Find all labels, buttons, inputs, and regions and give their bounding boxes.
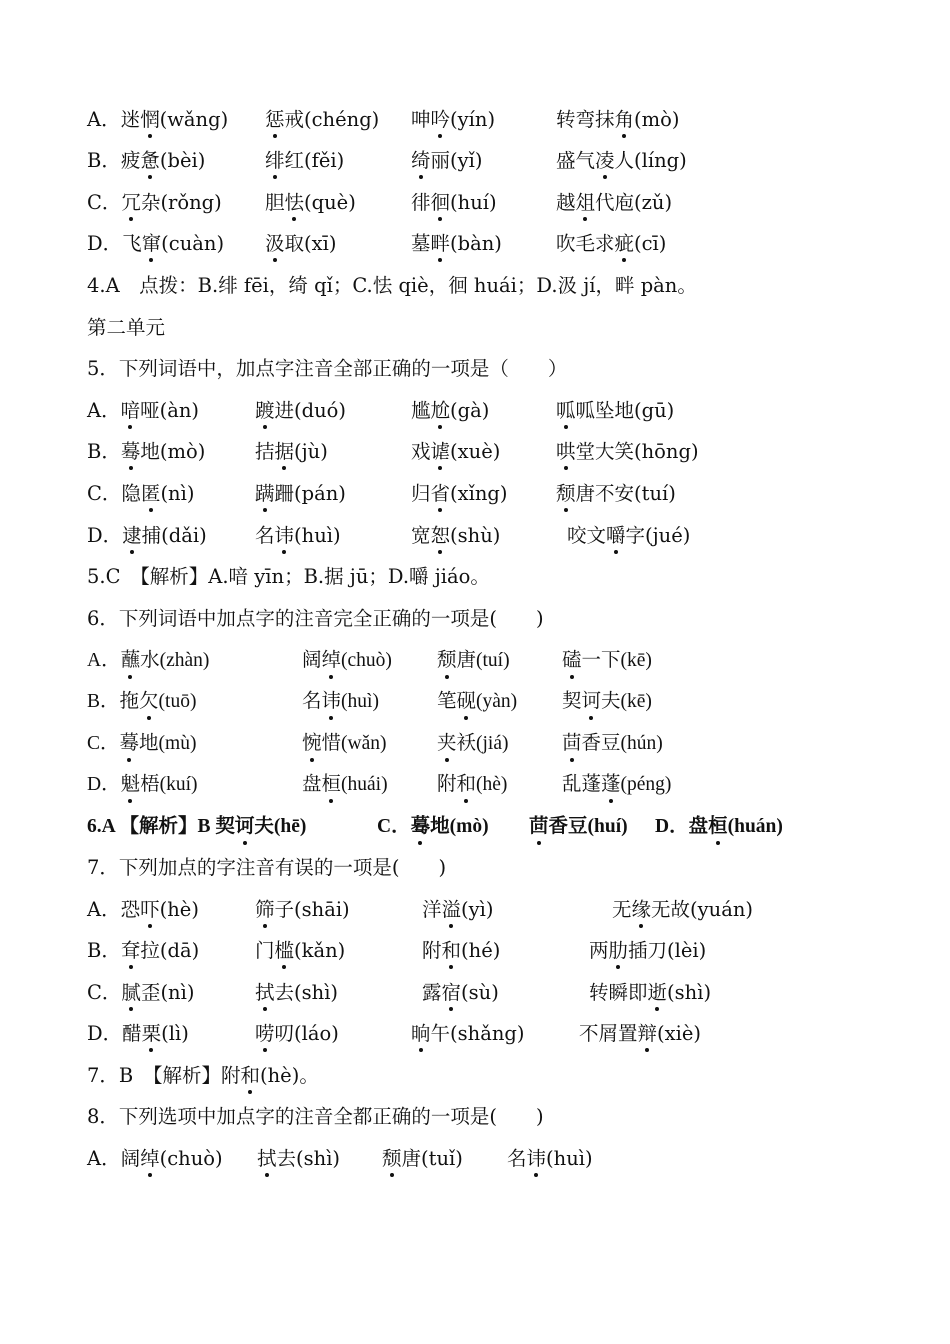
dotted-char: 畔: [431, 229, 451, 259]
option-item: [87, 521, 207, 551]
option-item: [255, 936, 345, 966]
dotted-char: 夹: [437, 729, 457, 759]
text-run: 一下(kē): [581, 650, 652, 671]
text-run: D．: [87, 524, 123, 547]
text-run: 转弯抹: [556, 108, 615, 131]
dotted-char: 宿: [442, 978, 462, 1008]
text-run: 咬文: [567, 524, 607, 547]
option-item: [556, 437, 699, 467]
dotted-char: 绯: [265, 146, 285, 176]
text-run: 盘: [302, 774, 322, 795]
text-run: (shù): [450, 524, 501, 547]
dotted-char: 绮: [411, 146, 431, 176]
text-run: 疲: [120, 149, 141, 172]
text-run: (hè): [159, 898, 199, 921]
dotted-char: 拭: [255, 978, 275, 1008]
option-item: [411, 437, 500, 467]
option-item: [437, 770, 507, 800]
text-run: 惜(wǎn): [321, 733, 387, 754]
text-run: 唐(tuí): [456, 650, 510, 671]
dotted-char: 惋: [302, 729, 322, 759]
text-run: A．: [87, 399, 121, 422]
dotted-char: 匿: [141, 479, 161, 509]
dotted-char: 喑: [121, 396, 141, 426]
option-item: [87, 229, 224, 259]
text-run: 代庖(zǔ): [595, 191, 673, 214]
dotted-char: 讳: [527, 1144, 547, 1174]
text-run: 拖: [119, 691, 140, 712]
text-run: 香豆(huí): [548, 816, 628, 837]
text-run: 笔: [437, 691, 457, 712]
dotted-char: 颓: [556, 479, 576, 509]
text-run: 吹毛求: [556, 232, 615, 255]
option-item: [87, 1144, 223, 1174]
dotted-char: 据: [275, 437, 295, 467]
text-run: B．: [87, 440, 121, 463]
dotted-char: 徊: [431, 188, 451, 218]
text-run: 呻: [411, 108, 431, 131]
text-run: (lì): [161, 1022, 189, 1045]
text-run: 香豆(hún): [581, 733, 663, 754]
text-run: (huái): [341, 774, 388, 795]
dotted-char: 惩: [265, 105, 285, 135]
option-item: [255, 978, 338, 1008]
text-run: 盛气: [556, 149, 596, 172]
text-run: C．: [87, 981, 122, 1004]
option-item: [411, 188, 497, 218]
option-item: [87, 646, 209, 676]
option-item: [507, 1144, 593, 1174]
text-run: 地(mù): [139, 733, 197, 754]
text-run: (yì): [461, 898, 494, 921]
dotted-char: 茴: [529, 812, 549, 842]
text-run: 拮: [255, 440, 275, 463]
text-run: 第二单元: [87, 316, 166, 339]
dotted-char: 疵: [615, 229, 635, 259]
text-run: 袄(jiá): [456, 733, 509, 754]
text-run: 名: [507, 1147, 527, 1170]
option-item: [556, 396, 674, 426]
option-item: [556, 229, 666, 259]
option-item: [411, 146, 482, 176]
text-run: C．: [87, 733, 120, 754]
text-run: 名: [255, 524, 275, 547]
text-run: 附: [422, 939, 442, 962]
text-run: 飞: [122, 232, 142, 255]
text-run: 哑(àn): [140, 399, 200, 422]
text-run: (huì): [546, 1147, 593, 1170]
dotted-char: 晌: [411, 1019, 431, 1049]
text-run: 宽: [411, 524, 431, 547]
text-run: 徘: [411, 191, 431, 214]
text-run: (què): [304, 191, 356, 214]
text-run: (xuè): [450, 440, 501, 463]
dotted-char: 吟: [431, 105, 451, 135]
dotted-char: 肋: [609, 936, 629, 966]
text-run: (hè)。: [260, 1064, 319, 1087]
option-item: [422, 895, 494, 925]
dotted-char: 蹒: [255, 479, 275, 509]
text-run: 墓: [411, 232, 431, 255]
text-run: 堂大笑(hōng): [575, 440, 699, 463]
dotted-char: 讳: [322, 687, 342, 717]
text-run: (kǎn): [294, 939, 346, 962]
option-item: [265, 229, 336, 259]
text-run: (huán): [727, 816, 783, 837]
text-run: 字(jué): [625, 524, 691, 547]
dotted-char: 逝: [648, 978, 668, 1008]
text-run: 去(shì): [274, 981, 339, 1004]
text-run: C．: [87, 482, 122, 505]
option-item: [655, 812, 783, 842]
text-run: 人(líng): [614, 149, 687, 172]
option-item: [255, 479, 346, 509]
dotted-char: 怯: [285, 188, 305, 218]
dotted-char: 诃: [235, 812, 255, 842]
option-item: [87, 978, 194, 1008]
option-item: [87, 1019, 189, 1049]
text-run: (huì): [341, 691, 379, 712]
text-run: 8．下列选项中加点字的注音全都正确的一项是( ): [87, 1105, 544, 1128]
option-item: [579, 1019, 701, 1049]
dotted-char: 角: [615, 105, 635, 135]
text-run: 门: [255, 939, 275, 962]
text-run: 去(shì): [276, 1147, 341, 1170]
dotted-char: 蓦: [120, 729, 140, 759]
text-run: (gà): [450, 399, 490, 422]
text-run: A．: [87, 108, 121, 131]
text-run: B．: [87, 939, 121, 962]
option-item: [612, 895, 753, 925]
option-item: [562, 770, 671, 800]
text-run: (bàn): [450, 232, 502, 255]
dotted-char: 冗: [121, 188, 141, 218]
dotted-char: 拭: [257, 1144, 277, 1174]
option-item: [437, 646, 510, 676]
text-run: (jù): [294, 440, 328, 463]
option-item: [265, 105, 379, 135]
dotted-char: 哄: [556, 437, 576, 467]
text-run: 隐: [121, 482, 141, 505]
dotted-char: 颓: [437, 646, 457, 676]
text-run: 越: [556, 191, 576, 214]
text-run: 拉(dā): [140, 939, 200, 962]
option-item: [87, 687, 196, 717]
text-run: 进(duó): [274, 399, 347, 422]
text-run: A．: [87, 898, 121, 921]
option-item: [556, 188, 672, 218]
text-run: (tuō): [158, 691, 197, 712]
dotted-char: 逮: [122, 521, 142, 551]
option-item: [255, 521, 341, 551]
text-run: 胆: [265, 191, 285, 214]
text-run: 夫(hē): [254, 816, 307, 837]
text-run: D．: [87, 232, 123, 255]
text-run: 6．下列词语中加点字的注音完全正确的一项是( ): [87, 607, 544, 630]
option-item: [411, 229, 502, 259]
option-item: [87, 396, 199, 426]
text-run: 戏: [411, 440, 431, 463]
text-run: 取(xī): [284, 232, 337, 255]
option-item: [562, 646, 652, 676]
option-item: [87, 479, 194, 509]
dotted-char: 绰: [140, 1144, 160, 1174]
text-run: 地(mò): [140, 440, 206, 463]
option-item: [562, 687, 652, 717]
option-item: [529, 812, 628, 842]
dotted-char: 茴: [562, 729, 582, 759]
text-run: 尴: [411, 399, 431, 422]
text-run: 5.C 【解析】A.喑 yīn；B.据 jū；D.嚼 jiáo。: [87, 565, 490, 588]
dotted-char: 诃: [582, 687, 602, 717]
text-line: [87, 1061, 319, 1091]
dotted-char: 栗: [142, 1019, 162, 1049]
dotted-char: 欠: [139, 687, 159, 717]
dotted-char: 尬: [431, 396, 451, 426]
text-run: (chuò): [159, 1147, 223, 1170]
text-run: (péng): [620, 774, 672, 795]
option-item: [411, 521, 500, 551]
text-run: (yín): [450, 108, 496, 131]
dotted-char: 谑: [431, 437, 451, 467]
option-item: [556, 479, 676, 509]
text-run: 不屑置: [579, 1022, 638, 1045]
text-line: [87, 604, 544, 634]
option-item: [87, 936, 199, 966]
text-run: 夫(kē): [601, 691, 652, 712]
text-run: 转瞬即: [589, 981, 648, 1004]
dotted-char: 魁: [121, 770, 141, 800]
text-run: (mò): [634, 108, 680, 131]
text-run: (shì): [667, 981, 712, 1004]
text-run: 名: [302, 691, 322, 712]
option-item: [422, 978, 499, 1008]
text-run: (sù): [461, 981, 499, 1004]
dotted-char: 筛: [255, 895, 275, 925]
option-item: [382, 1144, 463, 1174]
option-item: [255, 1019, 339, 1049]
text-run: 归: [411, 482, 431, 505]
dotted-char: 耷: [121, 936, 141, 966]
text-run: (nì): [160, 482, 195, 505]
option-item: [87, 729, 196, 759]
option-item: [589, 936, 706, 966]
text-run: (xiè): [657, 1022, 702, 1045]
text-run: (hè): [476, 774, 508, 795]
option-item: [265, 146, 344, 176]
text-line: [87, 354, 567, 384]
option-item: [302, 770, 388, 800]
option-item: [411, 105, 495, 135]
option-item: [302, 687, 379, 717]
text-run: (wǎng): [159, 108, 229, 131]
option-item: [87, 105, 228, 135]
text-run: 红(fěi): [284, 149, 345, 172]
option-item: [589, 978, 711, 1008]
text-run: 水(zhàn): [140, 650, 210, 671]
option-item: [556, 146, 687, 176]
dotted-char: 辩: [638, 1019, 658, 1049]
option-item: [302, 646, 392, 676]
text-run: 附: [437, 774, 457, 795]
dotted-char: 桓: [322, 770, 342, 800]
text-run: 露: [422, 981, 442, 1004]
dotted-char: 颓: [382, 1144, 402, 1174]
dotted-char: 和: [442, 936, 462, 966]
text-line: [87, 313, 165, 343]
dotted-char: 踱: [255, 396, 275, 426]
dotted-char: 磕: [562, 646, 582, 676]
text-run: D．: [87, 1022, 123, 1045]
text-run: 无: [612, 898, 632, 921]
dotted-char: 蓦: [121, 437, 141, 467]
text-run: 契: [562, 691, 582, 712]
text-run: 恐: [120, 898, 141, 921]
text-run: D．盘: [655, 816, 709, 837]
text-run: 5．下列词语中，加点字注音全部正确的一项是（ ）: [87, 357, 568, 380]
dotted-char: 窜: [142, 229, 162, 259]
option-item: [87, 188, 222, 218]
option-item: [255, 396, 346, 426]
text-run: (bèi): [159, 149, 206, 172]
option-item: [87, 895, 199, 925]
option-item: [437, 687, 517, 717]
dotted-char: 和: [457, 770, 477, 800]
text-run: C．: [87, 191, 122, 214]
text-run: (xǐng): [450, 482, 508, 505]
option-item: [87, 146, 205, 176]
text-line: [87, 562, 490, 592]
text-run: 叨(láo): [274, 1022, 339, 1045]
text-run: 7．B 【解析】附: [87, 1064, 241, 1087]
dotted-char: 蘸: [121, 646, 141, 676]
option-item: [257, 1144, 340, 1174]
dotted-char: 溢: [442, 895, 462, 925]
option-item: [265, 188, 356, 218]
dotted-char: 蓬: [601, 770, 621, 800]
text-run: 插刀(lèi): [628, 939, 707, 962]
dotted-char: 和: [241, 1061, 261, 1091]
text-run: 跚(pán): [274, 482, 346, 505]
text-run: 呱坠地(gū): [575, 399, 675, 422]
text-run: 捕(dǎi): [141, 524, 207, 547]
option-item: [437, 729, 509, 759]
dotted-char: 讳: [275, 521, 295, 551]
text-run: A．: [87, 650, 121, 671]
dotted-char: 呱: [556, 396, 576, 426]
option-item: [411, 396, 489, 426]
dotted-char: 腻: [121, 978, 141, 1008]
text-run: A．阔: [87, 1147, 141, 1170]
text-run: 歪(nì): [140, 981, 195, 1004]
option-item: [422, 936, 500, 966]
text-run: 洋: [422, 898, 442, 921]
text-run: 戒(chéng): [284, 108, 380, 131]
dotted-char: 缘: [632, 895, 652, 925]
option-item: [377, 812, 489, 842]
dotted-char: 槛: [275, 936, 295, 966]
dotted-char: 凌: [595, 146, 615, 176]
text-run: D．: [87, 774, 121, 795]
option-item: [562, 729, 663, 759]
text-run: 两: [589, 939, 609, 962]
text-run: 醋: [122, 1022, 142, 1045]
dotted-char: 桓: [708, 812, 728, 842]
dotted-char: 俎: [576, 188, 596, 218]
text-run: 6.A 【解析】B 契: [87, 816, 235, 837]
dotted-char: 恕: [431, 521, 451, 551]
text-run: 7．下列加点的字注音有误的一项是( ): [87, 856, 447, 879]
dotted-char: 砚: [457, 687, 477, 717]
dotted-char: 惘: [140, 105, 160, 135]
text-line: [87, 271, 697, 301]
text-run: (huí): [450, 191, 497, 214]
text-run: 地(mò): [430, 816, 489, 837]
text-line: [87, 1102, 544, 1132]
text-run: 唐(tuǐ): [401, 1147, 463, 1170]
option-item: [255, 895, 350, 925]
text-run: B．: [87, 149, 121, 172]
text-run: 4.A 点拨：B.绯 fēi，绮 qǐ；C.怯 qiè，徊 huái；D.汲 jí，畔 pàn。: [87, 274, 697, 297]
text-run: 丽(yǐ): [430, 149, 483, 172]
text-run: 杂(rǒng): [140, 191, 222, 214]
option-item: [411, 1019, 524, 1049]
text-run: B．: [87, 691, 120, 712]
option-item: [87, 770, 198, 800]
text-run: (cī): [634, 232, 667, 255]
text-run: 迷: [120, 108, 141, 131]
option-item: [302, 729, 387, 759]
text-run: 阔: [302, 650, 322, 671]
text-run: 午(shǎng): [430, 1022, 525, 1045]
text-run: 梧(kuí): [140, 774, 198, 795]
text-run: (cuàn): [161, 232, 225, 255]
text-run: 唐不安(tuí): [575, 482, 676, 505]
dotted-char: 汲: [265, 229, 285, 259]
dotted-char: 惫: [140, 146, 160, 176]
dotted-char: 吓: [140, 895, 160, 925]
option-item: [567, 521, 690, 551]
dotted-char: 省: [431, 479, 451, 509]
text-run: 子(shāi): [274, 898, 350, 921]
text-run: 乱蓬: [562, 774, 602, 795]
dotted-char: 蓦: [411, 812, 431, 842]
dotted-char: 嚼: [606, 521, 626, 551]
text-run: (huì): [294, 524, 341, 547]
text-run: (hé): [461, 939, 501, 962]
text-run: (chuò): [341, 650, 392, 671]
dotted-char: 绰: [322, 646, 342, 676]
text-line: [87, 853, 446, 883]
option-item: [556, 105, 679, 135]
dotted-char: 唠: [255, 1019, 275, 1049]
text-run: 无故(yuán): [651, 898, 754, 921]
option-item: [87, 812, 306, 842]
option-item: [255, 437, 328, 467]
text-run: C．: [377, 816, 411, 837]
option-item: [87, 437, 205, 467]
option-item: [411, 479, 508, 509]
text-run: (yàn): [476, 691, 518, 712]
